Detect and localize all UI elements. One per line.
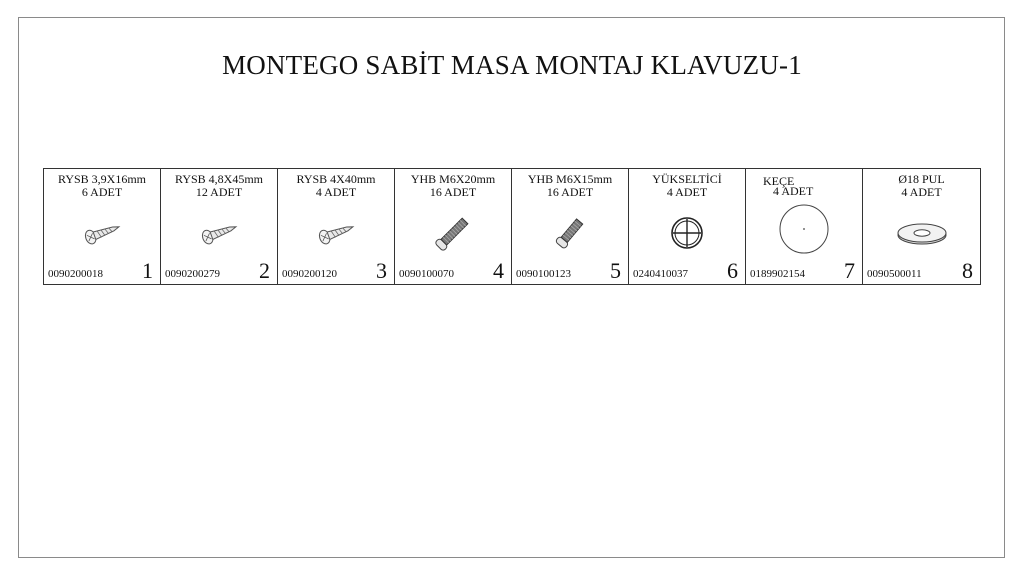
- part-cell-1: [44, 169, 161, 284]
- part-cell-7: [746, 169, 863, 284]
- wood-screw-icon: [278, 207, 394, 259]
- sheet-frame: [18, 17, 1005, 558]
- part-index: 7: [844, 258, 855, 283]
- part-quantity: 4 ADET: [901, 185, 942, 199]
- part-index: 8: [962, 258, 973, 283]
- washer-icon: [863, 207, 980, 259]
- part-index: 4: [493, 258, 504, 283]
- part-code: 0189902154: [750, 268, 805, 280]
- machine-bolt-icon: [395, 207, 511, 259]
- wood-screw-icon: [161, 207, 277, 259]
- part-code: 0240410037: [633, 268, 688, 280]
- part-quantity: 4 ADET: [666, 185, 708, 199]
- part-code: 0090200018: [48, 268, 103, 280]
- part-index: 5: [610, 258, 621, 283]
- part-name: Ø18 PUL: [898, 172, 945, 186]
- parts-table: [43, 168, 981, 285]
- part-quantity: 16 ADET: [429, 185, 477, 199]
- part-quantity: 4 ADET: [315, 185, 357, 199]
- leveler-icon: [629, 207, 745, 259]
- part-index: 1: [142, 258, 153, 283]
- part-name: RYSB 4,8X45mm: [174, 172, 264, 186]
- part-cell-3: [278, 169, 395, 284]
- part-cell-2: [161, 169, 278, 284]
- part-name: RYSB 3,9X16mm: [57, 172, 147, 186]
- part-quantity: 12 ADET: [195, 185, 243, 199]
- part-cell-8: [863, 169, 980, 284]
- part-cell-4: [395, 169, 512, 284]
- part-code: 0090100123: [516, 268, 571, 280]
- felt-pad-icon: [746, 203, 862, 255]
- part-index: 3: [376, 258, 387, 283]
- part-code: 0090200279: [165, 268, 220, 280]
- part-index: 6: [727, 258, 738, 283]
- part-name: YHB M6X15mm: [527, 172, 613, 186]
- part-cell-5: [512, 169, 629, 284]
- part-quantity: 4 ADET: [773, 184, 814, 198]
- part-quantity: 6 ADET: [81, 185, 123, 199]
- part-name: YHB M6X20mm: [410, 172, 496, 186]
- page-title: MONTEGO SABİT MASA MONTAJ KLAVUZU-1: [222, 50, 802, 80]
- part-name: YÜKSELTİCİ: [652, 172, 722, 186]
- wood-screw-icon: [44, 207, 160, 259]
- machine-bolt-icon: [512, 207, 628, 259]
- part-code: 0090200120: [282, 268, 337, 280]
- part-code: 0090500011: [867, 268, 922, 280]
- part-cell-6: [629, 169, 746, 284]
- part-quantity: 16 ADET: [546, 185, 594, 199]
- part-code: 0090100070: [399, 268, 454, 280]
- part-name: KEÇE: [763, 174, 795, 188]
- part-name: RYSB 4X40mm: [296, 172, 376, 186]
- part-index: 2: [259, 258, 270, 283]
